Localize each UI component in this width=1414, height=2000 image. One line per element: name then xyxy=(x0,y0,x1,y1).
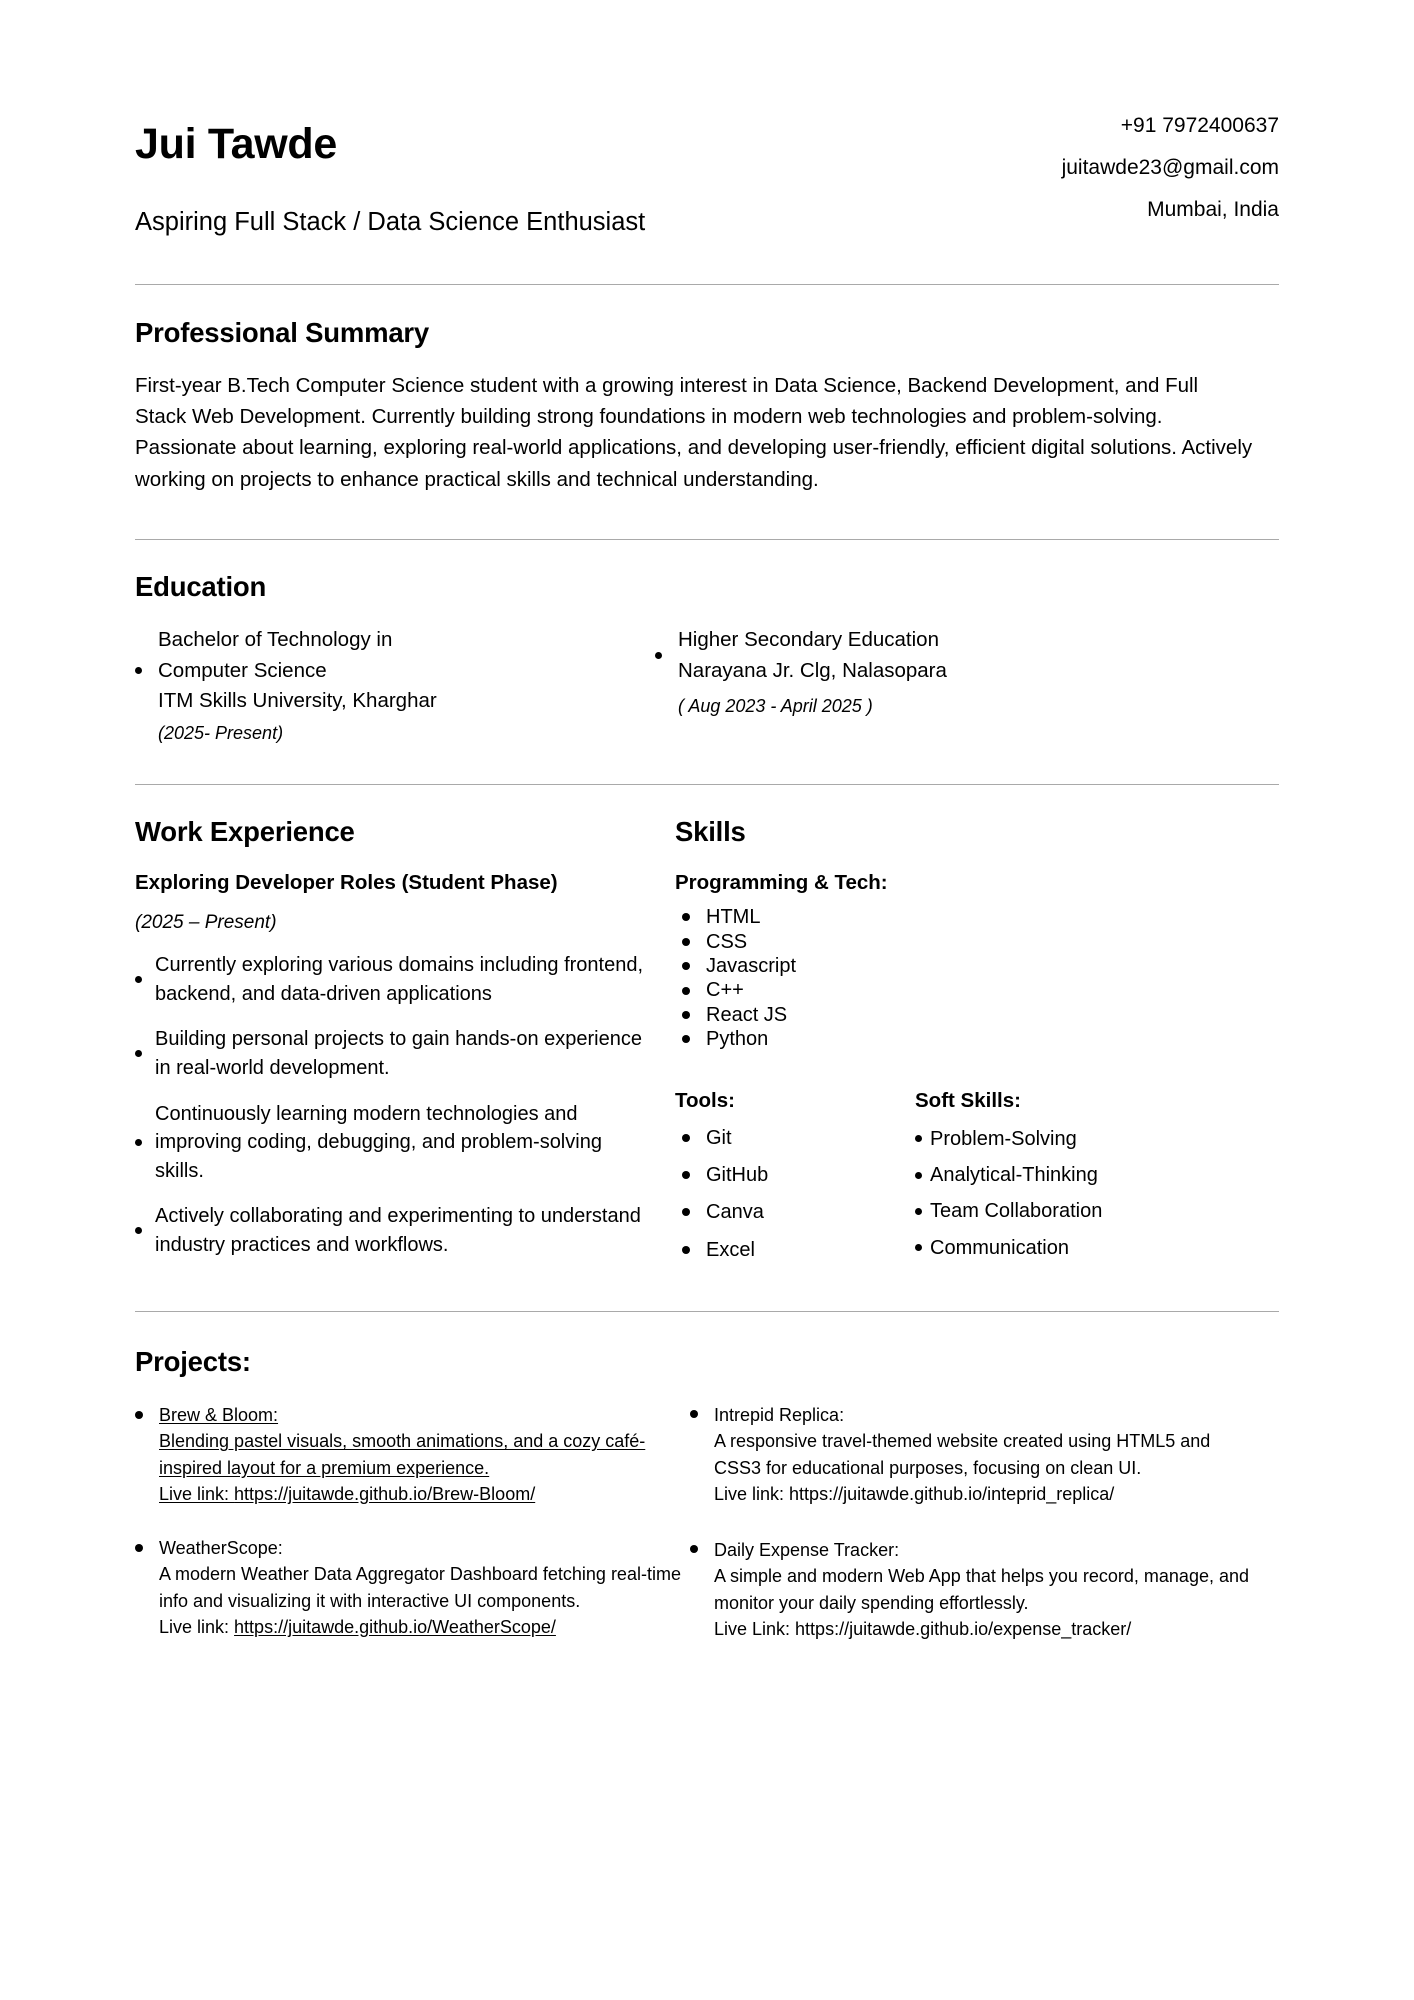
bullet-icon xyxy=(690,1410,698,1418)
section-education xyxy=(135,540,1279,744)
education-entry-text: Bachelor of Technology in Computer Science ITM Skills University, Kharghar xyxy=(158,628,437,712)
summary-body: First-year B.Tech Computer Science student with a growing interest in Data Science, Backend Development, and Full Stack Web Development. Currently building strong foundations in modern web technologies and problem-solving. Passionate about learning, exploring real-world applications, and developing user-friendly, efficient digital solutions. Actively working on projects to enhance practical skills and technical understanding. xyxy=(135,373,1253,491)
bullet-icon xyxy=(915,1244,922,1251)
header-tagline: Aspiring Full Stack / Data Science Enthusiast xyxy=(135,208,646,237)
list-item xyxy=(675,1027,1275,1051)
list-item xyxy=(915,1163,1215,1187)
project-description: A responsive travel-themed website created using HTML5 and CSS3 for educational purposes, focusing on clean UI. xyxy=(714,1431,1211,1478)
section-projects xyxy=(135,1312,1279,1672)
list-item xyxy=(135,1100,675,1186)
list-item xyxy=(915,1236,1215,1260)
list-item xyxy=(675,1163,915,1187)
work-bullet-text: Currently exploring various domains including frontend, backend, and data-driven applications xyxy=(155,954,644,1005)
project-link-line[interactable] xyxy=(714,1481,1250,1507)
skill-label: Team Collaboration xyxy=(930,1200,1103,1223)
bullet-icon xyxy=(135,667,142,674)
project-link-line[interactable] xyxy=(159,1481,690,1507)
bullet-icon xyxy=(690,1545,698,1553)
project-name: Daily Expense Tracker: xyxy=(714,1540,900,1561)
education-entry-bachelor xyxy=(135,625,655,744)
section-title-education: Education xyxy=(135,571,267,603)
list-item xyxy=(135,1025,675,1082)
list-item xyxy=(135,1402,690,1507)
skills-subhead-tools: Tools: xyxy=(675,1088,735,1112)
skills-group-soft xyxy=(915,1066,1215,1276)
list-item xyxy=(135,951,675,1008)
work-bullet-list xyxy=(135,951,675,1259)
work-job-date: (2025 – Present) xyxy=(135,912,277,934)
projects-column-left xyxy=(135,1402,690,1672)
skill-label: GitHub xyxy=(706,1163,769,1186)
list-item xyxy=(915,1199,1215,1223)
skill-label: Problem-Solving xyxy=(930,1127,1077,1150)
list-item xyxy=(675,1126,915,1150)
skill-label: C++ xyxy=(706,979,744,1002)
list-item xyxy=(675,954,1275,978)
skill-label: React JS xyxy=(706,1003,788,1026)
work-bullet-text: Actively collaborating and experimenting to understand industry practices and workflows. xyxy=(155,1205,641,1256)
section-skills xyxy=(675,816,1275,1275)
work-bullet-text: Continuously learning modern technologies and improving coding, debugging, and problem-solving skills. xyxy=(155,1102,602,1182)
list-item xyxy=(675,905,1275,929)
contact-email[interactable]: juitawde23@gmail.com xyxy=(1061,156,1279,179)
list-item xyxy=(690,1402,1250,1507)
section-title-projects: Projects: xyxy=(135,1346,251,1378)
project-link-url[interactable]: https://juitawde.github.io/inteprid_replica/ xyxy=(789,1483,1115,1504)
projects-column-right xyxy=(690,1402,1250,1672)
section-title-work: Work Experience xyxy=(135,816,355,848)
project-description: A modern Weather Data Aggregator Dashboard fetching real-time info and visualizing it with interactive UI components. xyxy=(159,1564,681,1611)
contact-phone[interactable]: +91 7972400637 xyxy=(1120,114,1279,137)
education-entry-text: Higher Secondary Education Narayana Jr. Clg, Nalasopara xyxy=(678,628,947,682)
bullet-icon xyxy=(682,938,690,946)
bullet-icon xyxy=(682,1134,690,1142)
skill-label: Communication xyxy=(930,1236,1069,1259)
bullet-icon xyxy=(682,1035,690,1043)
bullet-icon xyxy=(682,913,690,921)
section-work-experience xyxy=(135,816,675,1275)
contact-block xyxy=(1062,112,1279,220)
bullet-icon xyxy=(682,1171,690,1179)
list-item xyxy=(915,1127,1215,1151)
project-name: WeatherScope: xyxy=(159,1538,283,1559)
work-bullet-text: Building personal projects to gain hands-on experience in real-world development. xyxy=(155,1028,642,1079)
project-name: Intrepid Replica: xyxy=(714,1405,845,1426)
skills-list-tools xyxy=(675,1126,915,1263)
project-description: Blending pastel visuals, smooth animations, and a cozy café-inspired layout for a premium experience. xyxy=(159,1431,646,1478)
bullet-icon xyxy=(135,1227,142,1234)
list-item xyxy=(675,978,1275,1002)
skills-subhead-soft: Soft Skills: xyxy=(915,1088,1021,1112)
skill-label: Python xyxy=(706,1028,769,1051)
section-professional-summary xyxy=(135,285,1279,495)
list-item xyxy=(675,930,1275,954)
project-link-line[interactable] xyxy=(159,1614,690,1640)
bullet-icon xyxy=(682,1011,690,1019)
list-item xyxy=(675,1200,915,1224)
skills-list-programming xyxy=(675,905,1275,1051)
skill-label: Git xyxy=(706,1126,732,1149)
list-item xyxy=(690,1537,1250,1642)
bullet-icon xyxy=(915,1135,922,1142)
skill-label: Excel xyxy=(706,1238,755,1261)
bullet-icon xyxy=(135,1411,143,1419)
contact-location: Mumbai, India xyxy=(1147,198,1279,221)
skill-label: Analytical-Thinking xyxy=(930,1163,1098,1186)
bullet-icon xyxy=(135,1050,142,1057)
skill-label: Canva xyxy=(706,1201,764,1224)
skill-label: CSS xyxy=(706,930,748,953)
section-title-summary: Professional Summary xyxy=(135,316,430,348)
bullet-icon xyxy=(915,1208,922,1215)
bullet-icon xyxy=(655,652,662,659)
project-link-label: Live link: xyxy=(159,1616,235,1637)
project-link-line[interactable] xyxy=(714,1616,1250,1642)
project-link-url[interactable]: https://juitawde.github.io/Brew-Bloom/ xyxy=(234,1483,536,1504)
resume-header xyxy=(135,0,1279,238)
list-item xyxy=(675,1238,915,1262)
list-item xyxy=(675,1003,1275,1027)
bullet-icon xyxy=(682,1246,690,1254)
project-link-label: Live link: xyxy=(159,1483,235,1504)
page-title: Jui Tawde xyxy=(135,120,337,168)
bullet-icon xyxy=(682,1208,690,1216)
education-entry-hsc xyxy=(655,625,1195,744)
education-entry-date: (2025- Present) xyxy=(158,723,284,744)
bullet-icon xyxy=(135,1139,142,1146)
work-job-title: Exploring Developer Roles (Student Phase) xyxy=(135,871,558,895)
project-name: Brew & Bloom: xyxy=(159,1405,279,1426)
list-item xyxy=(135,1202,675,1259)
project-link-url[interactable]: https://juitawde.github.io/expense_tracker/ xyxy=(795,1618,1132,1639)
bullet-icon xyxy=(915,1172,922,1179)
project-link-label: Live Link: xyxy=(714,1618,796,1639)
project-description: A simple and modern Web App that helps you record, manage, and monitor your daily spending effortlessly. xyxy=(714,1566,1249,1613)
list-item xyxy=(135,1535,690,1640)
bullet-icon xyxy=(682,987,690,995)
project-link-label: Live link: xyxy=(714,1483,790,1504)
skills-list-soft xyxy=(915,1127,1215,1261)
project-link-url[interactable]: https://juitawde.github.io/WeatherScope/ xyxy=(234,1616,556,1637)
skills-subhead-programming: Programming & Tech: xyxy=(675,871,888,895)
header-identity xyxy=(135,112,645,238)
bullet-icon xyxy=(135,976,142,983)
bullet-icon xyxy=(682,962,690,970)
skill-label: HTML xyxy=(706,906,761,929)
skills-group-tools xyxy=(675,1066,915,1276)
skill-label: Javascript xyxy=(706,954,797,977)
education-entry-date: ( Aug 2023 - April 2025 ) xyxy=(678,695,873,716)
bullet-icon xyxy=(135,1544,143,1552)
section-title-skills: Skills xyxy=(675,816,746,848)
